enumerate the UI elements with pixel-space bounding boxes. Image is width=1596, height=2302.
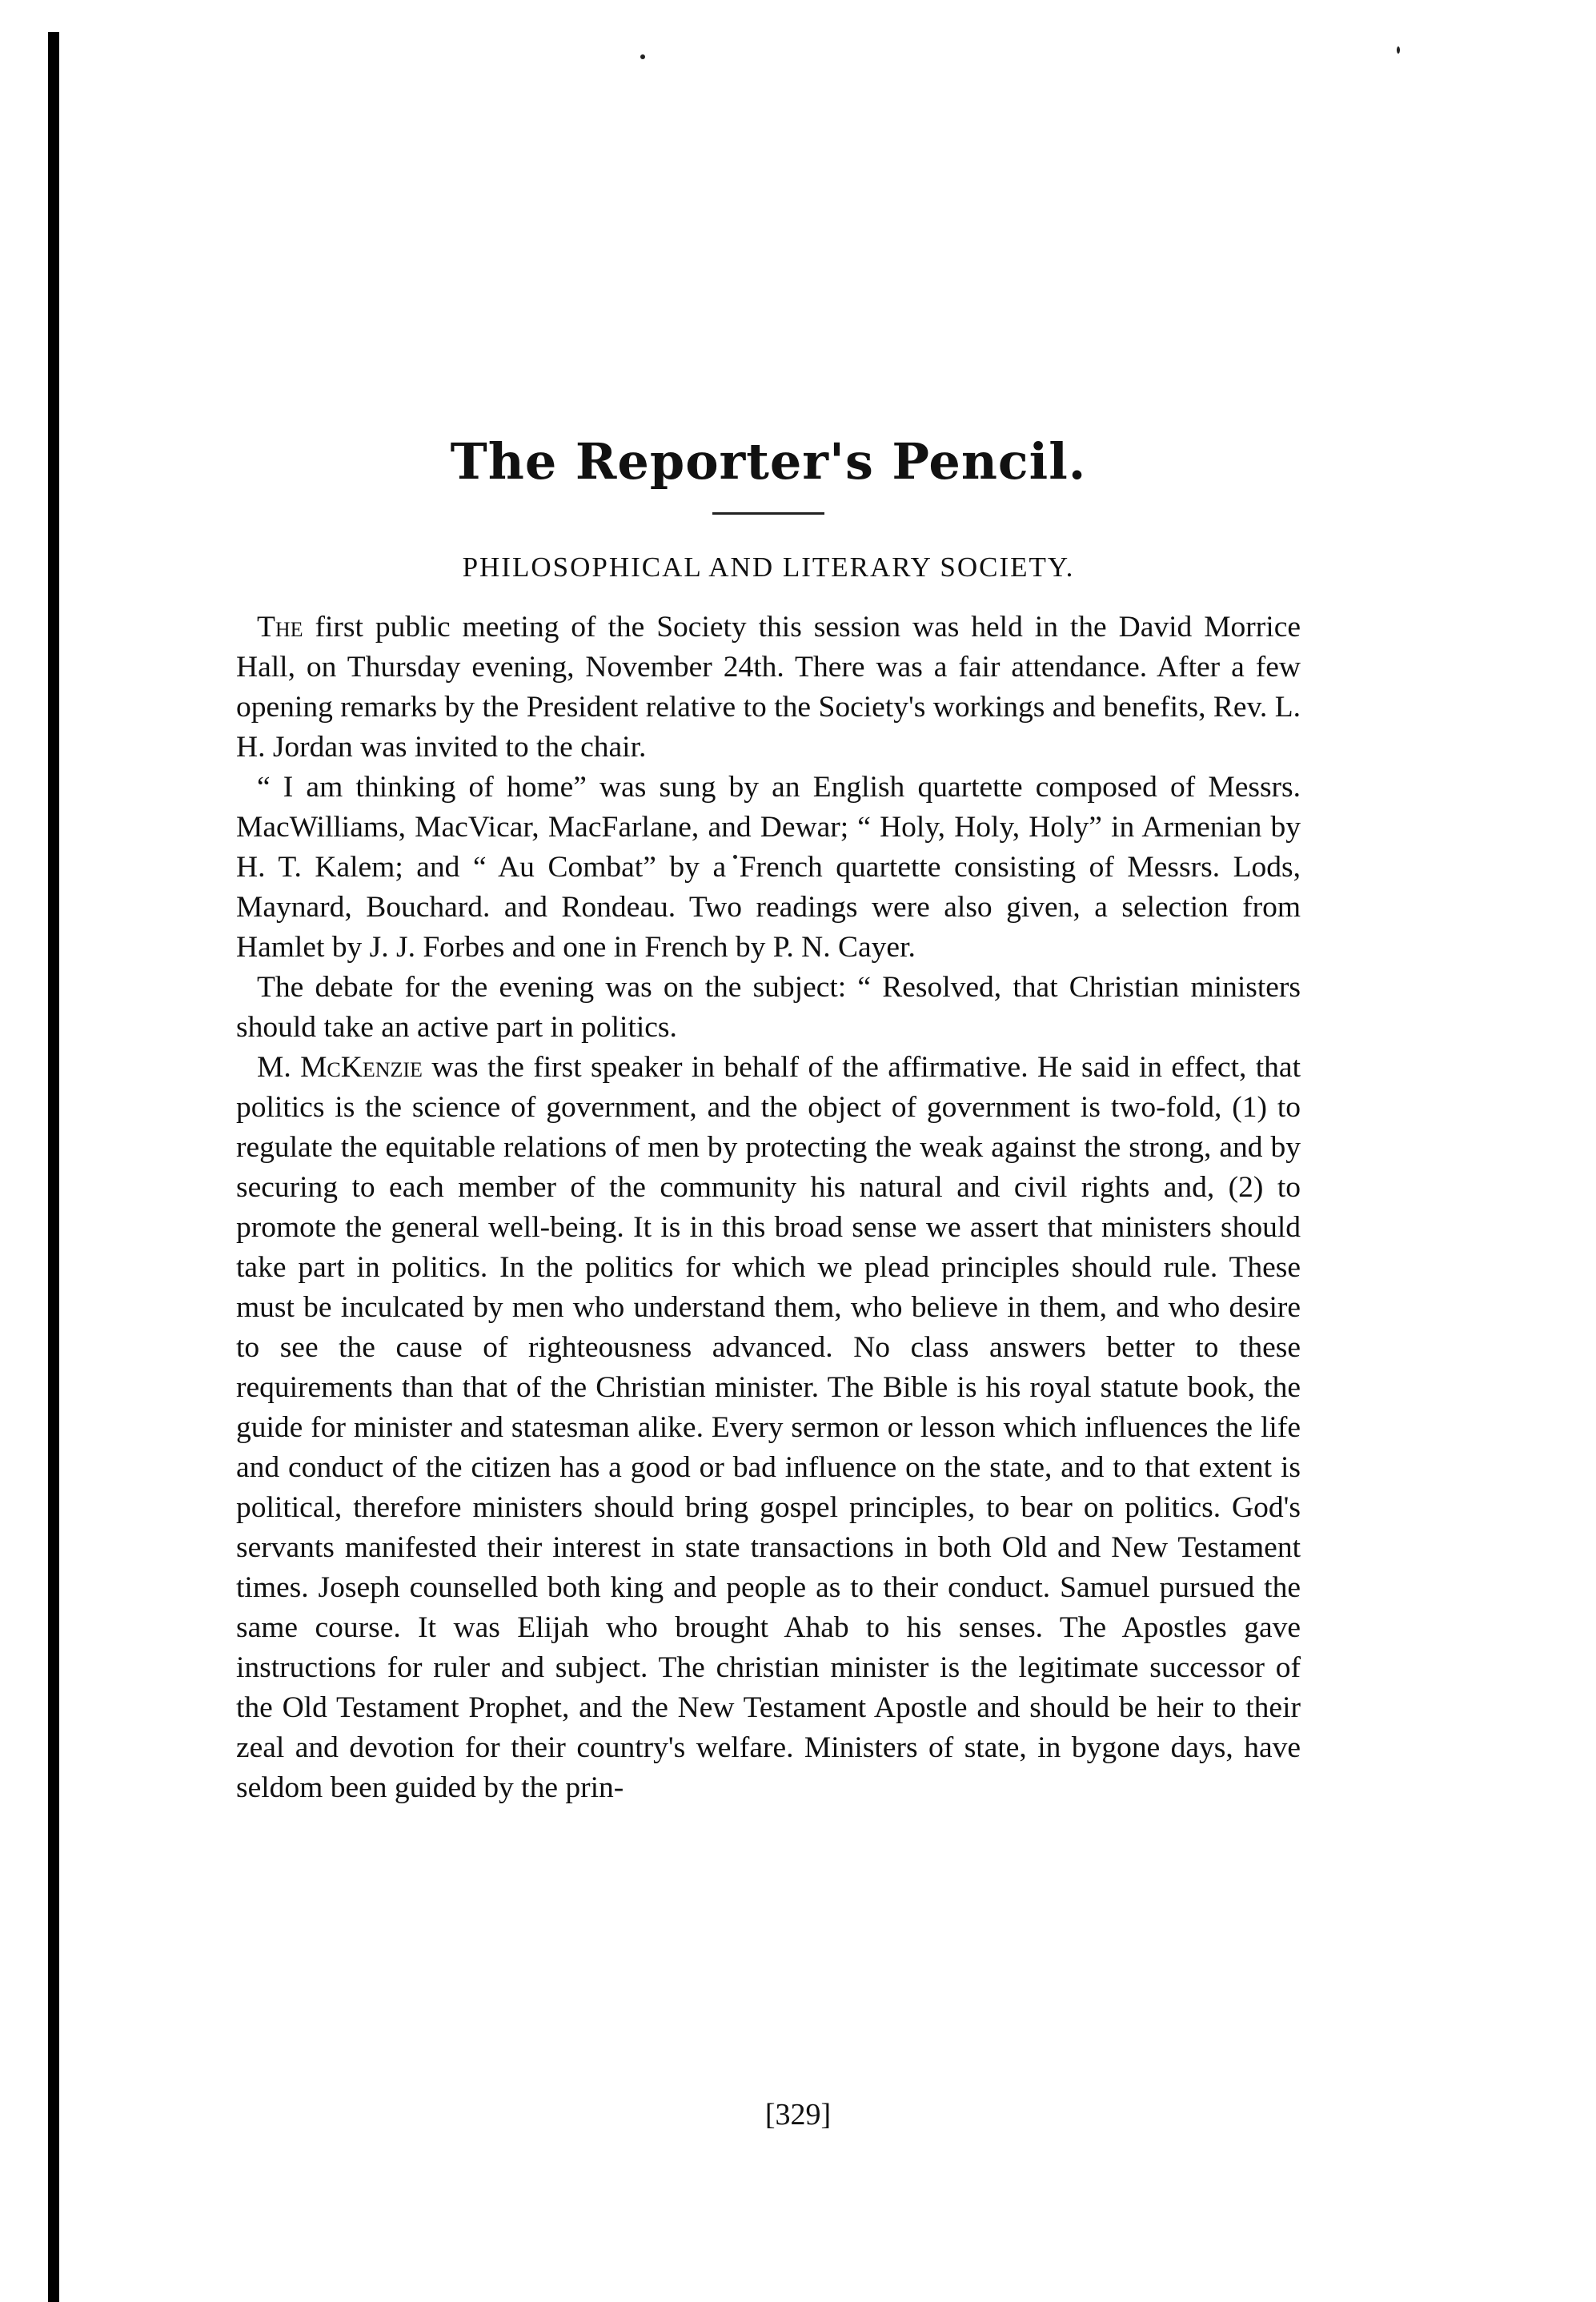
paragraph-text: first public meeting of the Society this session was held in the David Morrice Hall, on Thursday evening, November 24th. There was a fair attendance. After a few opening remarks by the President relative to the Society's workings and benefits, Rev. L. H. Jordan was invited to the chair. — [236, 611, 1301, 764]
paragraph-lead: The — [257, 611, 303, 644]
scan-edge-bar — [48, 32, 59, 2302]
title-divider — [712, 512, 824, 515]
paragraph-text: The debate for the evening was on the subject: “ Resolved, that Christian ministers should take an active part in politics. — [236, 971, 1301, 1045]
article-body — [236, 608, 1301, 1808]
document-page — [236, 432, 1301, 1808]
paragraph — [236, 1048, 1301, 1808]
scan-speck — [640, 54, 645, 59]
paragraph — [236, 768, 1301, 968]
paragraph — [236, 968, 1301, 1048]
paragraph — [236, 608, 1301, 768]
scan-speck — [1397, 46, 1400, 54]
paragraph-text: was the first speaker in behalf of the affirmative. He said in effect, that politics is the science of government, and the object of government is two-fold, (1) to regulate the equitable relations of men by protecting the weak against the strong, and by securing to each member of the community his natural and civil rights and, (2) to promote the general well-being. It is in this broad sense we assert that ministers should take part in politics. In the politics for which we plead principles should rule. These must be inculcated by men who understand them, who believe in them, and who desire to see the cause of righteousness advanced. No class answers better to these requirements than that of the Christian minister. The Bible is his royal statute book, the guide for minister and statesman alike. Every sermon or lesson which influences the life and conduct of the citizen has a good or bad influence on the state, and to that extent is political, therefore ministers should bring gospel principles, to bear on politics. God's servants manifested their interest in state transactions in both Old and New Testament times. Joseph counselled both king and people as to their conduct. Samuel pursued the same course. It was Elijah who brought Ahab to his senses. The Apostles gave instructions for ruler and subject. The christian minister is the legitimate successor of the Old Testament Prophet, and the New Testament Apostle and should be heir to their zeal and devotion for their country's welfare. Ministers of state, in bygone days, have seldom been guided by the prin- — [236, 1051, 1301, 1805]
page-number: [329] — [764, 2098, 832, 2132]
paragraph-lead: M. McKenzie — [257, 1051, 423, 1085]
page-title: The Reporter's Pencil. — [450, 432, 1087, 491]
section-heading: PHILOSOPHICAL AND LITERARY SOCIETY. — [462, 551, 1075, 584]
paragraph-text: “ I am thinking of home” was sung by an English quartette composed of Messrs. MacWilliams, MacVicar, MacFarlane, and Dewar; “ Holy, Holy, Holy” in Armenian by H. T. Kalem; and “ Au Combat” by a French quartette consisting of Messrs. Lods, Maynard, Bouchard. and Rondeau. Two readings were also given, a selection from Hamlet by J. J. Forbes and one in French by P. N. Cayer. — [236, 771, 1301, 965]
